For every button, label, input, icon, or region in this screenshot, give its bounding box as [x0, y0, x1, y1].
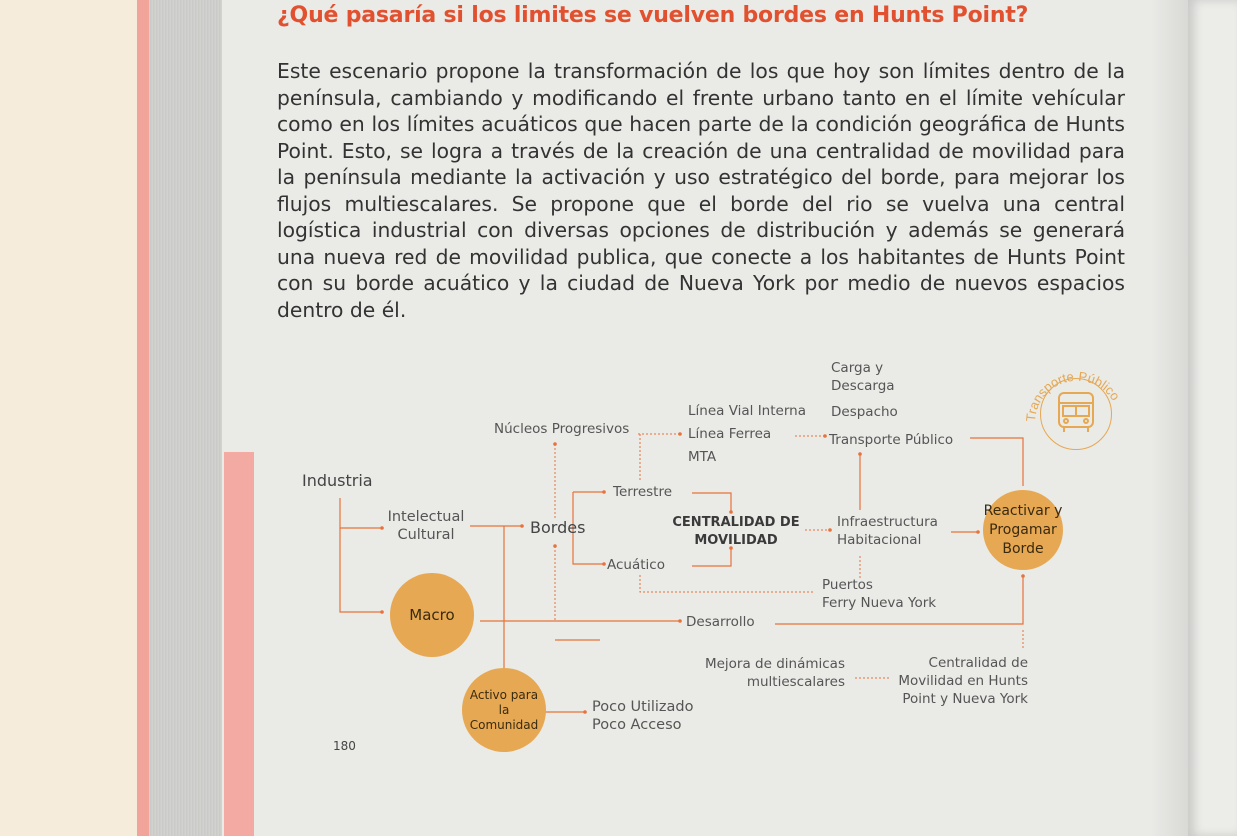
- label-transporte-publico: Transporte Público: [829, 432, 954, 448]
- node-macro: Macro: [390, 573, 474, 657]
- label-mta: MTA: [688, 449, 717, 465]
- node-reactivar-borde: Reactivar y Progamar Borde: [983, 490, 1063, 570]
- label-centralidad-movilidad: CENTRALIDAD DE MOVILIDAD: [672, 515, 800, 548]
- label-despacho: Despacho: [831, 404, 898, 420]
- label-bordes: Bordes: [530, 518, 586, 537]
- bus-arc-text: Transporte Público: [1022, 368, 1124, 423]
- label-intelectual-cultural: Intelectual Cultural: [387, 509, 465, 543]
- label-nucleos: Núcleos Progresivos: [494, 421, 630, 437]
- page-heading: ¿Qué pasaría si los limites se vuelven bordes en Hunts Point?: [277, 3, 1029, 28]
- label-acuatico: Acuático: [607, 557, 665, 573]
- label-terrestre: Terrestre: [613, 484, 673, 500]
- node-activo-comunidad: Activo para la Comunidad: [462, 668, 546, 752]
- label-linea-ferrea: Línea Ferrea: [688, 426, 772, 442]
- label-linea-vial: Línea Vial Interna: [688, 403, 806, 419]
- page-number: 180: [333, 739, 356, 753]
- label-puertos: Puertos Ferry Nueva York: [822, 577, 937, 611]
- label-carga-descarga: Carga y Descarga: [831, 360, 895, 394]
- label-poco-utilizado: Poco Utilizado Poco Acceso: [592, 699, 694, 733]
- label-mejora-dinamicas: Mejora de dinámicas multiescalares: [704, 656, 845, 690]
- label-industria: Industria: [302, 471, 373, 490]
- label-desarrollo: Desarrollo: [686, 614, 755, 630]
- body-paragraph: Este escenario propone la transformación de los que hoy son límites dentro de la península, cambiando y modificando el frente urbano tanto en el límite vehícular como en los límites acuáticos que hacen parte de la condición geográfica de Hunts Point. Esto, se logra a través de la creación de una centralidad de movilidad para la península mediante la activación y uso estratégico del borde, para mejorar los flujos multiescalares. Se propone que el borde del rio se vuelva una central logística industrial con diversas opciones de distribución y además se generará una nueva red de movilidad publica, que conecte a los habitantes de Hunts Point con su borde acuático y la ciudad de Nueva York por medio de nuevos espacios dentro de él.: [277, 59, 1125, 322]
- label-centralidad-hunts-point: Centralidad de Movilidad en Hunts Point y Nueva York: [898, 655, 1028, 707]
- svg-text:Transporte Público: [1023, 369, 1123, 423]
- bus-arc-label: [1020, 352, 1130, 462]
- label-infraestructura: Infraestructura Habitacional: [837, 514, 938, 548]
